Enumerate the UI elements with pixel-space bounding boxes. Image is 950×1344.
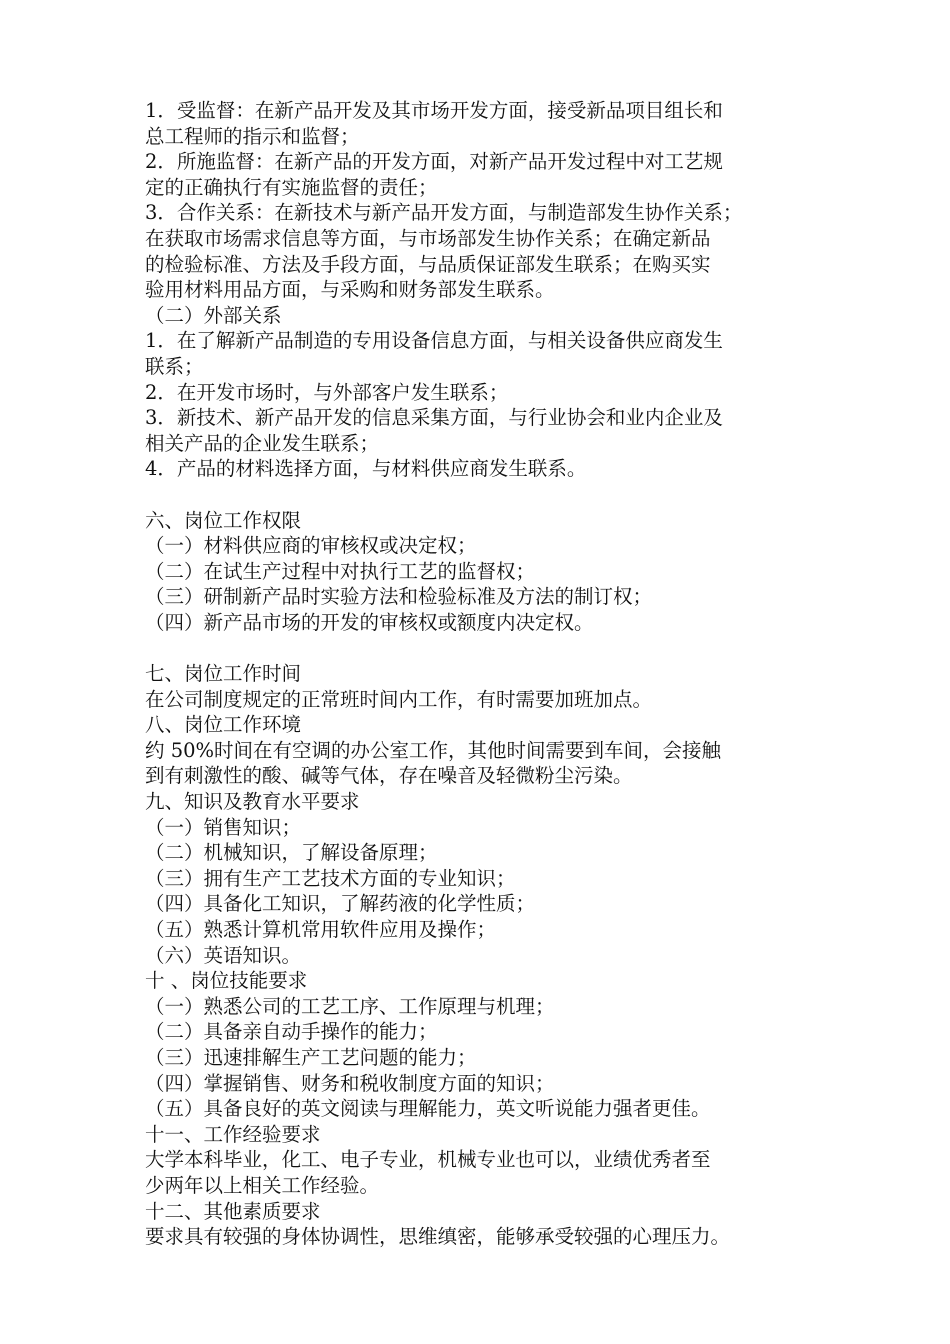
text-line: （一）材料供应商的审核权或决定权； (145, 534, 477, 558)
text-line: （三）迅速排解生产工艺问题的能力； (145, 1045, 477, 1069)
text-line: 在获取市场需求信息等方面，与市场部发生协作关系；在确定新品 (145, 226, 711, 250)
text-line: 总工程师的指示和监督； (145, 124, 360, 148)
blank-line (145, 482, 825, 508)
text-line: 联系； (145, 354, 204, 378)
text-line: 少两年以上相关工作经验。 (145, 1173, 380, 1197)
text-line: （二）具备亲自动手操作的能力； (145, 1020, 438, 1044)
section-heading: 十二、其他素质要求 (145, 1199, 321, 1223)
text-line: 相关产品的企业发生联系； (145, 431, 380, 455)
text-line: 2．所施监督：在新产品的开发方面，对新产品开发过程中对工艺规 (145, 150, 723, 174)
section-heading: 八、岗位工作环境 (145, 713, 302, 737)
text-line: （二）在试生产过程中对执行工艺的监督权； (145, 559, 536, 583)
text-line: （一）熟悉公司的工艺工序、工作原理与机理； (145, 994, 555, 1018)
text-line: 4．产品的材料选择方面，与材料供应商发生联系。 (145, 457, 587, 481)
text-line: 1．在了解新产品制造的专用设备信息方面，与相关设备供应商发生 (145, 329, 723, 353)
text-line: 在公司制度规定的正常班时间内工作，有时需要加班加点。 (145, 687, 653, 711)
text-line: 要求具有较强的身体协调性，思维缜密，能够承受较强的心理压力。 (145, 1225, 731, 1249)
text-line: （五）熟悉计算机常用软件应用及操作； (145, 918, 497, 941)
section-heading: 九、知识及教育水平要求 (145, 790, 360, 814)
text-line: 3．新技术、新产品开发的信息采集方面，与行业协会和业内企业及 (145, 406, 723, 430)
section-heading: 七、岗位工作时间 (145, 662, 302, 686)
text-line: 约 50%时间在有空调的办公室工作，其他时间需要到车间，会接触 (145, 738, 722, 762)
text-line: （四）新产品市场的开发的审核权或额度内决定权。 (145, 610, 594, 634)
text-line: 验用材料用品方面，与采购和财务部发生联系。 (145, 278, 555, 302)
section-heading: 六、岗位工作权限 (145, 508, 302, 532)
text-line: （四）掌握销售、财务和税收制度方面的知识； (145, 1071, 555, 1095)
text-line: 3．合作关系：在新技术与新产品开发方面，与制造部发生协作关系； (145, 201, 743, 225)
text-line: 到有刺激性的酸、碱等气体，存在噪音及轻微粉尘污染。 (145, 764, 633, 788)
section-heading: 十 、岗位技能要求 (145, 969, 308, 993)
section-heading: 十一、工作经验要求 (145, 1122, 321, 1146)
text-line: （五）具备良好的英文阅读与理解能力，英文听说能力强者更佳。 (145, 1097, 711, 1121)
text-line: （三）研制新产品时实验方法和检验标准及方法的制订权； (145, 585, 653, 609)
section-heading: （二）外部关系 (145, 303, 282, 327)
text-line: （一）销售知识； (145, 815, 302, 839)
text-line: （六）英语知识。 (145, 943, 302, 967)
text-line: 1．受监督：在新产品开发及其市场开发方面，接受新品项目组长和 (145, 99, 723, 122)
text-line: 定的正确执行有实施监督的责任； (145, 175, 438, 199)
text-line: 2．在开发市场时，与外部客户发生联系； (145, 380, 509, 404)
text-line: （二）机械知识，了解设备原理； (145, 841, 438, 865)
text-line: （四）具备化工知识，了解药液的化学性质； (145, 892, 536, 916)
blank-line (145, 635, 825, 661)
text-line: （三）拥有生产工艺技术方面的专业知识； (145, 866, 516, 890)
text-line: 的检验标准、方法及手段方面，与品质保证部发生联系；在购买实 (145, 252, 711, 276)
document-page (145, 98, 825, 1250)
text-line: 大学本科毕业，化工、电子专业，机械专业也可以，业绩优秀者至 (145, 1148, 711, 1172)
